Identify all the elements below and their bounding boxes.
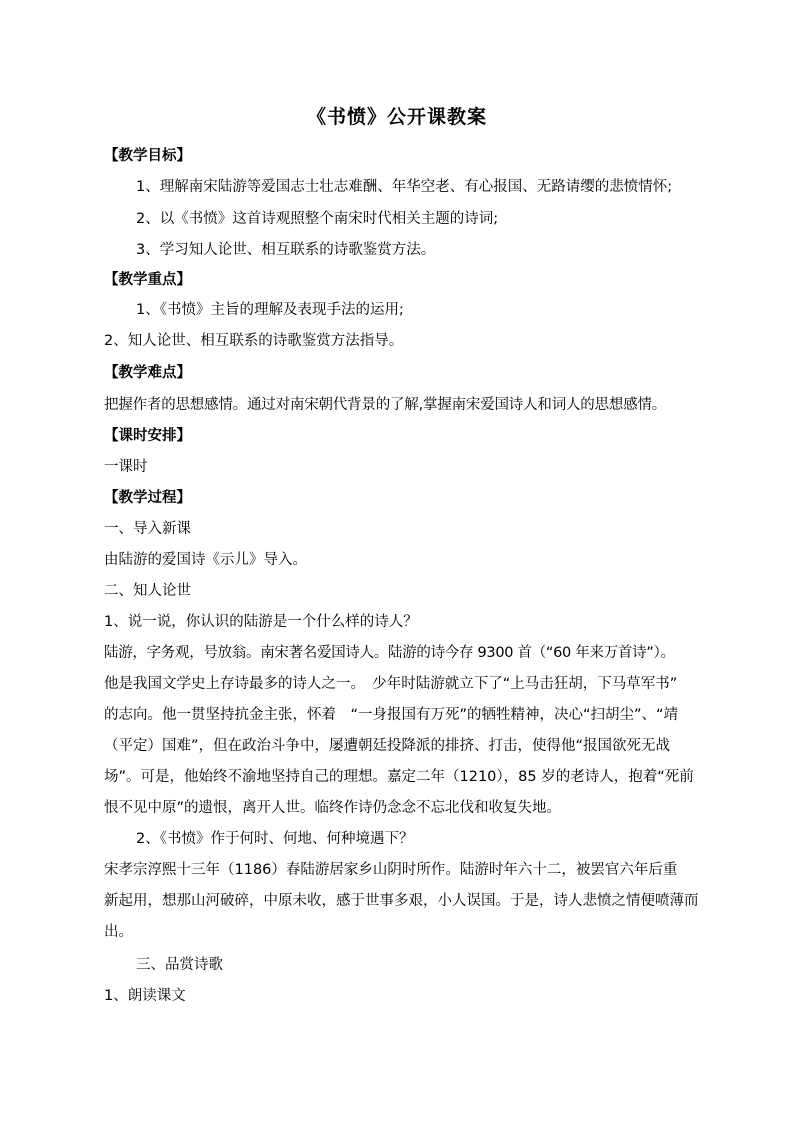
key-points-heading: 【教学重点】	[104, 272, 191, 288]
schedule-text: 一课时	[104, 459, 148, 475]
paragraph-line: 他是我国文学史上存诗最多的诗人之一。 少年时陆游就立下了“上马击狂胡，下马草军书”	[104, 676, 678, 692]
paragraph-line: 场”。可是，他始终不渝地坚持自己的理想。嘉定二年（1210），85 岁的老诗人，抱着“死前	[104, 769, 694, 785]
section-title: 三、品赏诗歌	[136, 957, 223, 973]
goal-item: 3、学习知人论世、相互联系的诗歌鉴赏方法。	[136, 242, 436, 258]
page-title: 《书愤》公开课教案	[306, 106, 487, 128]
key-point-item: 1、《书愤》主旨的理解及表现手法的运用;	[136, 302, 404, 318]
section-title: 一、导入新课	[104, 521, 191, 537]
paragraph-line: 陆游，字务观，号放翁。南宋著名爱国诗人。陆游的诗今存 9300 首（“60 年来万首诗”）。	[104, 645, 675, 661]
difficulties-text: 把握作者的思想感情。通过对南宋朝代背景的了解,掌握南宋爱国诗人和词人的思想感情。	[104, 397, 667, 413]
paragraph-line: 宋孝宗淳熙十三年（1186）春陆游居家乡山阴时所作。陆游时年六十二，被罢官六年后重	[104, 862, 678, 878]
paragraph-line: 恨不见中原”的遗恨，离开人世。临终作诗仍念念不忘北伐和收复失地。	[104, 800, 562, 816]
schedule-heading: 【课时安排】	[104, 428, 191, 444]
paragraph-line: 的志向。他一贯坚持抗金主张，怀着 “一身报国有万死”的牺牲精神，决心“扫胡尘”、“靖	[104, 707, 679, 723]
key-point-item: 2、知人论世、相互联系的诗歌鉴赏方法指导。	[104, 333, 404, 349]
paragraph-line: （平定）国难”，但在政治斗争中，屡遭朝廷投降派的排挤、打击，使得他“报国欲死无战	[104, 738, 671, 754]
question: 1、说一说，你认识的陆游是一个什么样的诗人？	[104, 614, 418, 630]
sub-section-title: 1、朗读课文	[104, 988, 186, 1004]
paragraph-line: 新起用，想那山河破碎，中原未收，感于世事多艰，小人误国。于是，诗人悲愤之情便喷薄而	[104, 893, 699, 909]
section-title: 二、知人论世	[104, 583, 191, 599]
process-heading: 【教学过程】	[104, 490, 191, 506]
goal-item: 1、理解南宋陆游等爱国志士壮志难酬、年华空老、有心报国、无路请缨的悲愤情怀;	[136, 179, 673, 195]
paragraph: 由陆游的爱国诗《示儿》导入。	[104, 552, 307, 568]
goal-item: 2、以《书愤》这首诗观照整个南宋时代相关主题的诗词;	[136, 211, 499, 227]
paragraph-line: 出。	[104, 924, 133, 940]
question: 2、《书愤》作于何时、何地、何种境遇下？	[136, 831, 414, 847]
difficulties-heading: 【教学难点】	[104, 365, 191, 381]
goals-heading: 【教学目标】	[104, 148, 191, 164]
